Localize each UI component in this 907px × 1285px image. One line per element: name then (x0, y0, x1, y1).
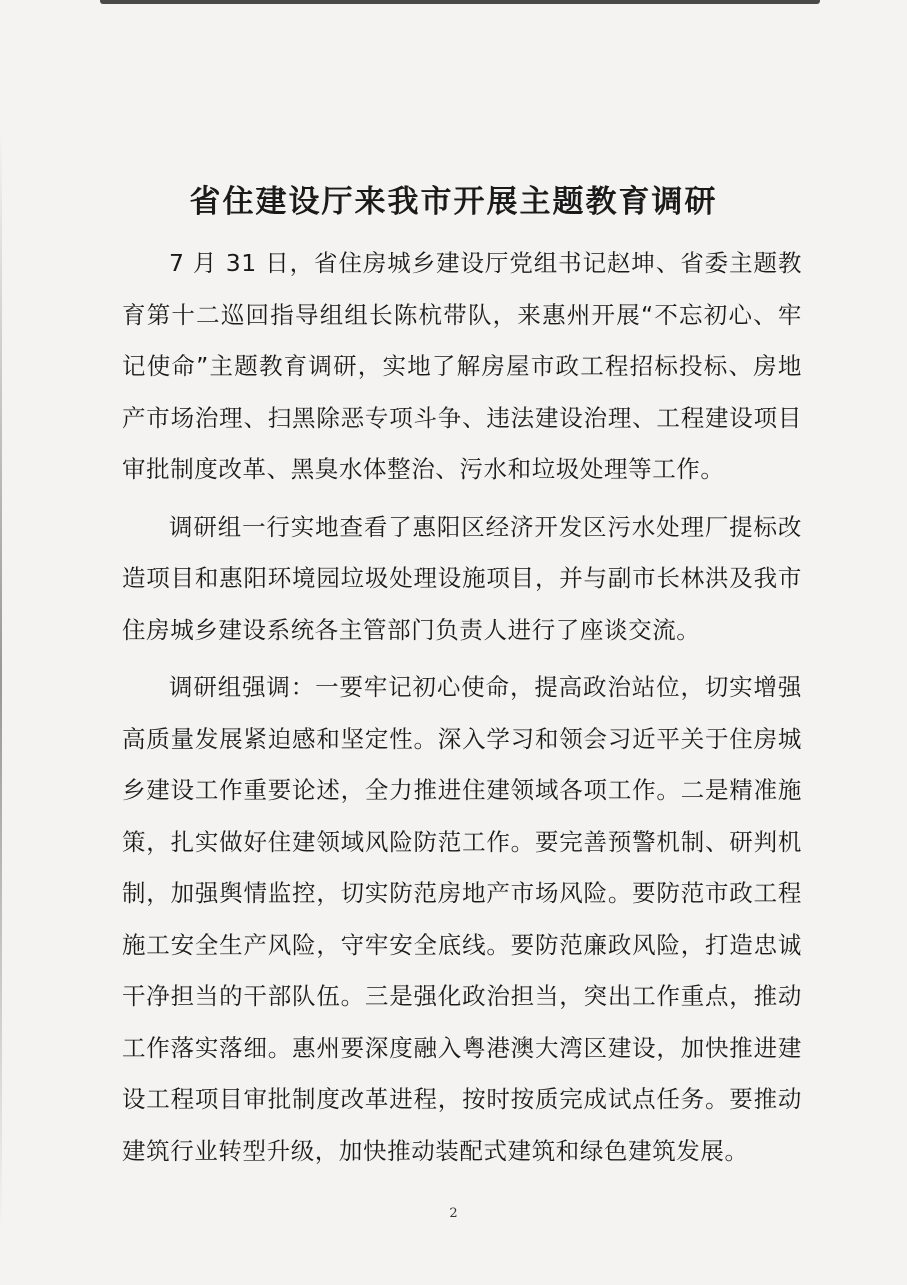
document-title: 省住建设厅来我市开展主题教育调研 (189, 184, 718, 220)
paragraph-2: 调研组一行实地查看了惠阳区经济开发区污水处理厂提标改造项目和惠阳环境园垃圾处理设施项目，并与副市长林洪及我市住房城乡建设系统各主管部门负责人进行了座谈交流。 (122, 512, 802, 644)
page-number: 2 (449, 1206, 458, 1221)
paragraph-1: 7 月 31 日，省住房城乡建设厅党组书记赵坤、省委主题教育第十二巡回指导组组长陈杭带队，来惠州开展“不忘初心、牢记使命”主题教育调研，实地了解房屋市政工程招标投标、房地产市场治理、扫黑除恶专项斗争、违法建设治理、工程建设项目审批制度改革、黑臭水体整治、污水和垃圾处理等工作。 (122, 249, 802, 483)
document-body (122, 238, 802, 1183)
paragraph-3: 调研组强调：一要牢记初心使命，提高政治站位，切实增强高质量发展紧迫感和坚定性。深入学习和领会习近平关于住房城乡建设工作重要论述，全力推进住建领域各项工作。二是精准施策，扎实做好住建领域风险防范工作。要完善预警机制、研判机制，加强舆情监控，切实防范房地产市场风险。要防范市政工程施工安全生产风险，守牢安全底线。要防范廉政风险，打造忠诚干净担当的干部队伍。三是强化政治担当，突出工作重点，推动工作落实落细。惠州要深度融入粤港澳大湾区建设，加快推进建设工程项目审批制度改革进程，按时按质完成试点任务。要推动建筑行业转型升级，加快推动装配式建筑和绿色建筑发展。 (122, 673, 802, 1165)
scan-edge-top (100, 0, 820, 4)
scan-edge-left (0, 130, 2, 1230)
